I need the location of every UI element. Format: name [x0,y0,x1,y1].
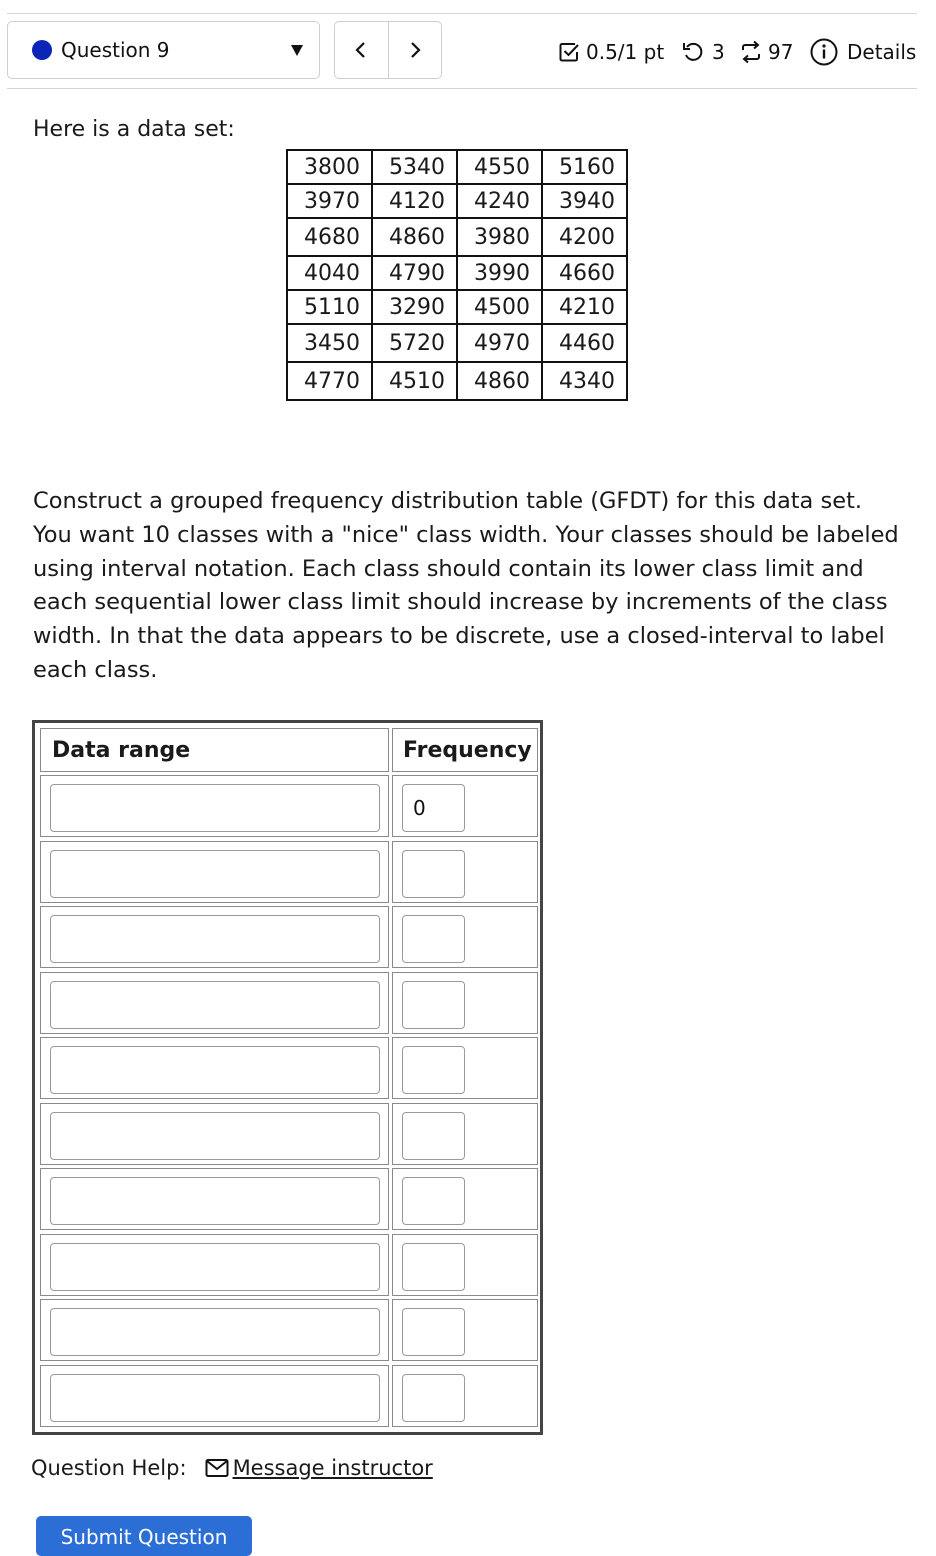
frequency-input[interactable] [402,981,465,1029]
frequency-input[interactable] [402,784,465,832]
data-set-table [286,149,628,401]
question-help-label: Question Help: [31,1456,187,1480]
data-cell: 4680 [287,218,372,256]
data-range-cell [40,1234,389,1296]
checkbox-score-icon [558,41,580,63]
frequency-cell [392,1234,538,1296]
data-cell: 4040 [287,256,372,290]
previous-question-button[interactable] [335,22,388,78]
frequency-input[interactable] [402,850,465,898]
data-cell: 3450 [287,324,372,362]
class-range-input[interactable] [50,1177,380,1225]
attempts-indicator [681,33,725,71]
data-cell: 4860 [457,362,542,400]
data-row [287,184,627,218]
frequency-cell [392,1168,538,1230]
data-cell: 3990 [457,256,542,290]
data-cell: 4860 [372,218,457,256]
question-status-dot [32,40,52,60]
gfdt-table [32,720,543,1435]
data-row [287,150,627,184]
question-label: Question 9 [61,38,170,62]
data-range-header: Data range [40,728,389,772]
frequency-input[interactable] [402,1308,465,1356]
details-button[interactable] [809,33,916,71]
intro-text: Here is a data set: [33,117,235,142]
class-range-input[interactable] [50,1112,380,1160]
class-range-input[interactable] [50,915,380,963]
class-range-input[interactable] [50,1374,380,1422]
data-row [287,256,627,290]
frequency-input[interactable] [402,1374,465,1422]
class-range-input[interactable] [50,1243,380,1291]
retries-indicator [739,33,793,71]
class-range-input[interactable] [50,784,380,832]
data-row [287,218,627,256]
class-range-input[interactable] [50,981,380,1029]
frequency-input[interactable] [402,915,465,963]
data-cell: 4500 [457,290,542,324]
mail-icon [205,1458,229,1478]
data-range-cell [40,1168,389,1230]
data-range-cell [40,1299,389,1361]
data-range-cell [40,1103,389,1165]
data-cell: 3980 [457,218,542,256]
chevron-left-icon [354,40,368,60]
data-cell: 4200 [542,218,627,256]
data-cell: 5340 [372,150,457,184]
data-cell: 4340 [542,362,627,400]
retry-icon [681,41,705,63]
score-text: 0.5/1 pt [586,40,665,64]
frequency-input[interactable] [402,1177,465,1225]
data-cell: 5110 [287,290,372,324]
data-cell: 4790 [372,256,457,290]
data-cell: 4970 [457,324,542,362]
score-indicator [558,33,664,71]
frequency-cell [392,1037,538,1099]
frequency-cell [392,775,538,837]
data-cell: 4550 [457,150,542,184]
frequency-cell [392,1365,538,1427]
class-range-input[interactable] [50,1308,380,1356]
data-range-cell [40,972,389,1034]
data-range-cell [40,775,389,837]
frequency-cell [392,841,538,903]
data-cell: 4240 [457,184,542,218]
info-icon [809,37,839,67]
details-label: Details [847,40,917,64]
data-row [287,324,627,362]
question-prompt: Construct a grouped frequency distribution table (GFDT) for this data set. You want 10 classes with a "nice" class width. Your classes should be labeled using interval notation. Each class should contain its lower class limit and each sequential lower class limit should increase by increments of the class width. In that the data appears to be discrete, use a closed-interval to label each class. [33,488,899,683]
dropdown-caret-icon [291,45,303,56]
data-cell: 5160 [542,150,627,184]
data-range-cell [40,1365,389,1427]
data-cell: 4770 [287,362,372,400]
data-cell: 3800 [287,150,372,184]
frequency-cell [392,906,538,968]
question-selector[interactable] [7,21,320,79]
data-cell: 3970 [287,184,372,218]
frequency-input[interactable] [402,1243,465,1291]
frequency-cell [392,1299,538,1361]
data-range-cell [40,1037,389,1099]
frequency-input[interactable] [402,1046,465,1094]
exchange-arrows-icon [739,40,763,64]
data-row [287,290,627,324]
data-cell: 3940 [542,184,627,218]
data-cell: 3290 [372,290,457,324]
data-cell: 4510 [372,362,457,400]
message-instructor-link[interactable]: Message instructor [232,1456,433,1480]
header-divider [7,88,917,89]
top-divider [7,13,917,14]
frequency-cell [392,1103,538,1165]
question-nav [334,21,442,79]
data-range-cell [40,906,389,968]
data-range-cell [40,841,389,903]
frequency-cell [392,972,538,1034]
class-range-input[interactable] [50,850,380,898]
class-range-input[interactable] [50,1046,380,1094]
submit-question-button[interactable]: Submit Question [36,1516,252,1556]
data-cell: 4460 [542,324,627,362]
chevron-right-icon [408,40,422,60]
data-cell: 4120 [372,184,457,218]
attempts-count: 3 [712,40,725,64]
data-cell: 5720 [372,324,457,362]
question-help [31,1456,433,1480]
frequency-header: Frequency [392,728,538,772]
data-row [287,362,627,400]
next-question-button[interactable] [388,22,442,78]
frequency-input[interactable] [402,1112,465,1160]
retries-count: 97 [768,40,794,64]
data-cell: 4660 [542,256,627,290]
data-cell: 4210 [542,290,627,324]
